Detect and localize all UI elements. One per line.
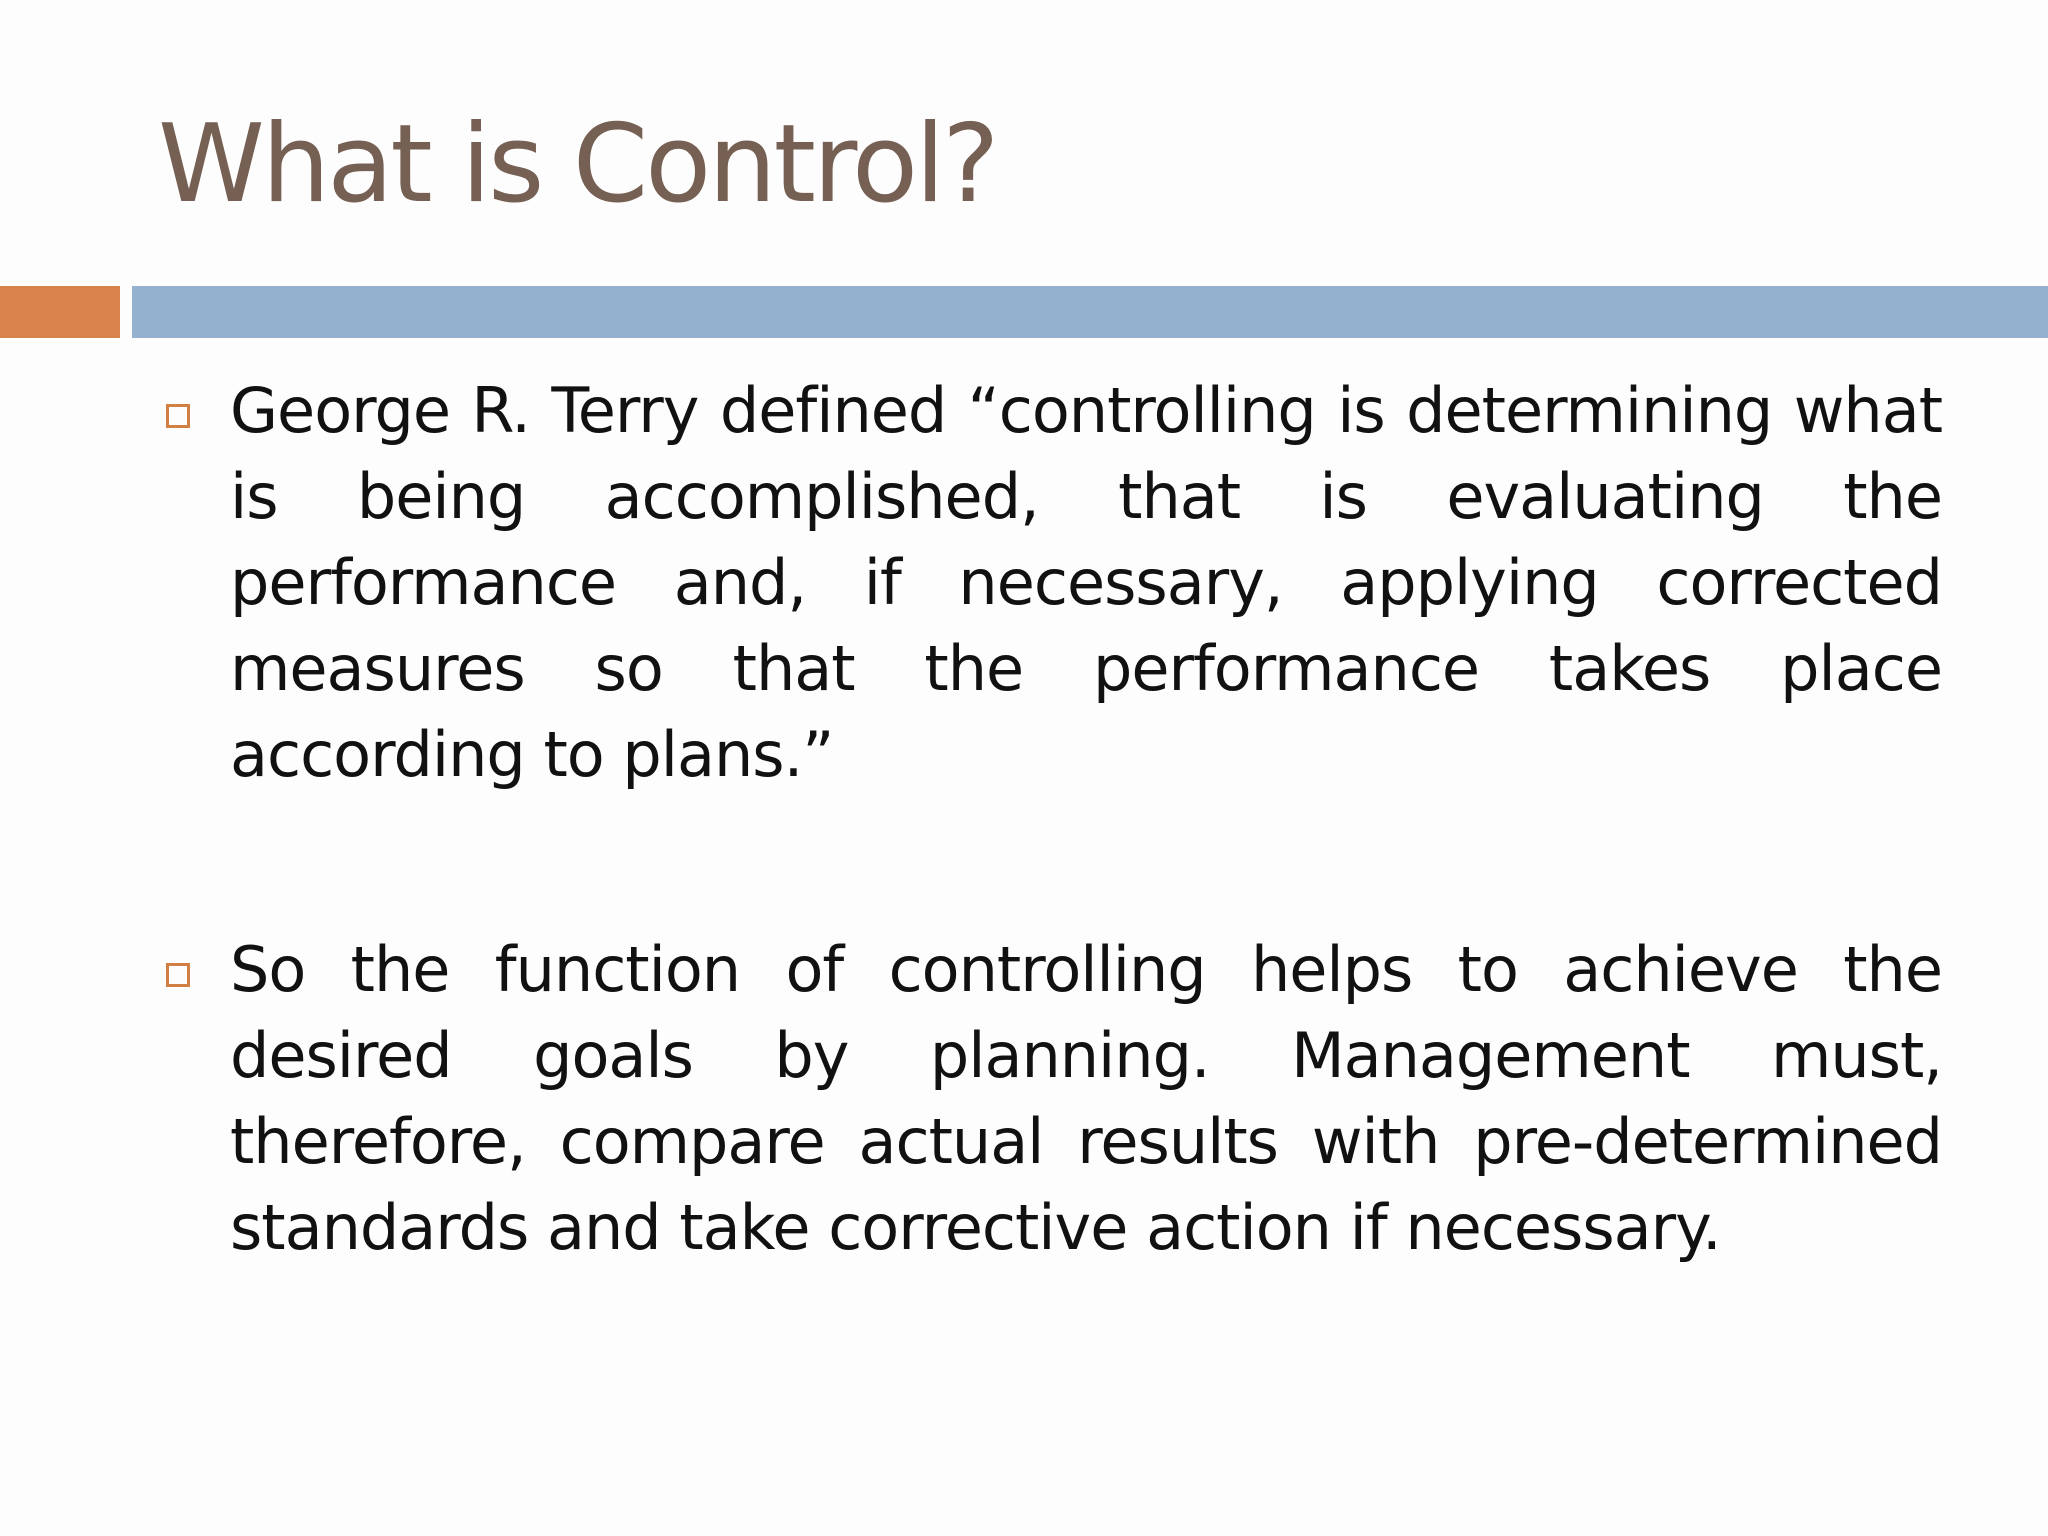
bullet-item — [158, 368, 1942, 798]
bullet-text: George R. Terry defined “controlling is determining what is being accomplished, that is evaluating the performance and, if necessary, applying corrected measures so that the performance takes place according to plans.” — [230, 374, 1942, 791]
bullet-list — [158, 368, 1942, 1271]
slide-title: What is Control? — [158, 102, 997, 227]
bullet-text: So the function of controlling helps to achieve the desired goals by planning. Management must, therefore, compare actual results with pre-determined standards and take corrective action if necessary. — [230, 933, 1942, 1264]
square-bullet-icon — [166, 404, 190, 428]
title-underline-bar — [132, 286, 2048, 338]
bullet-item — [158, 927, 1942, 1271]
square-bullet-icon — [166, 963, 190, 987]
title-underline-accent — [0, 286, 120, 338]
